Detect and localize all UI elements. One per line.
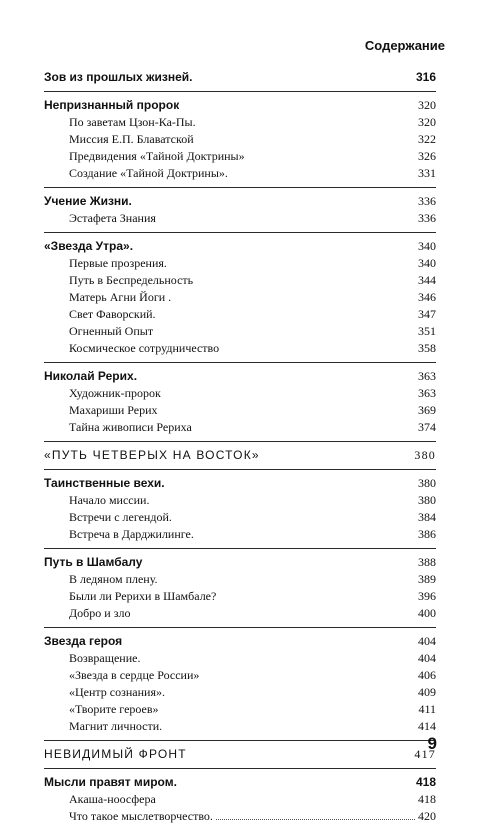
toc-entry[interactable] bbox=[44, 289, 436, 306]
toc-entry[interactable] bbox=[44, 808, 436, 825]
toc-entry-title: Миссия Е.П. Блаватской bbox=[69, 132, 194, 146]
toc-entry[interactable] bbox=[44, 148, 436, 165]
toc-page-number: 340 bbox=[418, 256, 436, 270]
table-of-contents bbox=[44, 69, 436, 835]
toc-page-number: 386 bbox=[418, 527, 436, 541]
toc-section bbox=[44, 447, 436, 470]
toc-heading-title: «ПУТЬ ЧЕТВЕРЫХ НА ВОСТОК» bbox=[44, 448, 260, 462]
toc-heading-row[interactable] bbox=[44, 69, 436, 86]
toc-heading-title: Мысли правят миром. bbox=[44, 775, 177, 789]
toc-section bbox=[44, 774, 436, 830]
toc-section bbox=[44, 475, 436, 549]
page-header: Содержание bbox=[364, 38, 445, 53]
toc-entry-title: Создание «Тайной Доктрины». bbox=[69, 166, 228, 180]
toc-entry[interactable] bbox=[44, 323, 436, 340]
toc-entry[interactable] bbox=[44, 718, 436, 735]
toc-entry[interactable] bbox=[44, 272, 436, 289]
toc-page-number: 380 bbox=[418, 493, 436, 507]
toc-entry[interactable] bbox=[44, 701, 436, 718]
toc-entry[interactable] bbox=[44, 402, 436, 419]
toc-page-number: 320 bbox=[418, 98, 436, 112]
toc-page-number: 406 bbox=[418, 668, 436, 682]
toc-page-number: 400 bbox=[418, 606, 436, 620]
toc-page-number: 363 bbox=[418, 386, 436, 400]
toc-entry-title: Добро и зло bbox=[69, 606, 131, 620]
toc-entry-title: Огненный Опыт bbox=[69, 324, 154, 338]
page-number: 9 bbox=[427, 734, 437, 753]
toc-entry-title: Возвращение. bbox=[69, 651, 141, 665]
toc-page-number: 380 bbox=[418, 476, 436, 490]
toc-entry-title: По заветам Цзон-Ка-Пы. bbox=[69, 115, 196, 129]
toc-heading-row[interactable] bbox=[44, 475, 436, 492]
toc-page-number: 420 bbox=[418, 809, 436, 823]
toc-entry-title: Были ли Рерихи в Шамбале? bbox=[69, 589, 217, 603]
toc-page-number: 389 bbox=[418, 572, 436, 586]
toc-entry[interactable] bbox=[44, 667, 436, 684]
toc-entry-title: Космическое сотрудничество bbox=[69, 341, 220, 355]
toc-entry[interactable] bbox=[44, 509, 436, 526]
toc-page-number: 320 bbox=[418, 115, 436, 129]
toc-entry[interactable] bbox=[44, 255, 436, 272]
toc-heading-title: Путь в Шамбалу bbox=[44, 555, 143, 569]
toc-page-number: 388 bbox=[418, 555, 436, 569]
toc-entry-title: Свет Фаворский. bbox=[69, 307, 156, 321]
toc-entry[interactable] bbox=[44, 684, 436, 701]
toc-heading-title: Учение Жизни. bbox=[44, 194, 132, 208]
toc-page-number: 358 bbox=[418, 341, 436, 355]
toc-page-number: 351 bbox=[418, 324, 436, 338]
toc-entry-title: Эстафета Знания bbox=[69, 211, 156, 225]
toc-entry-title: «Центр сознания». bbox=[69, 685, 165, 699]
toc-entry-title: Что такое мыслетворчество. bbox=[69, 809, 213, 823]
toc-entry-title: В ледяном плену. bbox=[69, 572, 158, 586]
toc-page-number: 322 bbox=[418, 132, 436, 146]
toc-entry[interactable] bbox=[44, 340, 436, 357]
toc-page-number: 414 bbox=[418, 719, 436, 733]
toc-page-number: 380 bbox=[414, 448, 436, 462]
toc-page-number: 331 bbox=[418, 166, 436, 180]
toc-heading-row[interactable] bbox=[44, 193, 436, 210]
dot-leader bbox=[216, 819, 415, 820]
toc-page-number: 336 bbox=[418, 211, 436, 225]
toc-entry-title: Магнит личности. bbox=[69, 719, 163, 733]
toc-section bbox=[44, 368, 436, 442]
toc-section bbox=[44, 69, 436, 92]
toc-heading-row[interactable] bbox=[44, 774, 436, 791]
toc-page-number: 384 bbox=[418, 510, 436, 524]
toc-entry-title: Начало миссии. bbox=[69, 493, 150, 507]
toc-entry-title: Художник-пророк bbox=[69, 386, 161, 400]
toc-heading-title: Зов из прошлых жизней. bbox=[44, 70, 193, 84]
toc-page-number: 404 bbox=[418, 634, 436, 648]
toc-entry-title: Предвидения «Тайной Доктрины» bbox=[69, 149, 245, 163]
toc-entry-title: Первые прозрения. bbox=[69, 256, 167, 270]
toc-heading-row[interactable] bbox=[44, 97, 436, 114]
toc-entry-title: Акаша-ноосфера bbox=[69, 792, 156, 806]
toc-entry[interactable] bbox=[44, 605, 436, 622]
toc-page-number: 396 bbox=[418, 589, 436, 603]
toc-heading-title: Непризнанный пророк bbox=[44, 98, 180, 112]
toc-entry-title: Матерь Агни Йоги . bbox=[69, 290, 172, 304]
toc-heading-title: Николай Рерих. bbox=[44, 369, 138, 383]
toc-entry[interactable] bbox=[44, 492, 436, 509]
toc-page-number: 344 bbox=[418, 273, 436, 287]
toc-page-number: 369 bbox=[418, 403, 436, 417]
toc-heading-row[interactable] bbox=[44, 447, 436, 464]
toc-page-number: 404 bbox=[418, 651, 436, 665]
toc-entry-title: «Звезда в сердце России» bbox=[69, 668, 200, 682]
toc-heading-row[interactable] bbox=[44, 368, 436, 385]
toc-entry-title: Махариши Рерих bbox=[69, 403, 158, 417]
toc-section bbox=[44, 746, 436, 769]
toc-entry[interactable] bbox=[44, 165, 436, 182]
toc-entry[interactable] bbox=[44, 306, 436, 323]
toc-entry[interactable] bbox=[44, 419, 436, 436]
toc-heading-title: Звезда героя bbox=[44, 634, 123, 648]
toc-page-number: 346 bbox=[418, 290, 436, 304]
toc-page-number: 363 bbox=[418, 369, 436, 383]
toc-heading-row[interactable] bbox=[44, 238, 436, 255]
toc-heading-title: «Звезда Утра». bbox=[44, 239, 134, 253]
toc-section bbox=[44, 193, 436, 233]
toc-page-number: 316 bbox=[415, 70, 436, 84]
toc-page-number: 347 bbox=[418, 307, 436, 321]
toc-entry[interactable] bbox=[44, 588, 436, 605]
toc-heading-row[interactable] bbox=[44, 554, 436, 571]
toc-page-number: 411 bbox=[418, 702, 436, 716]
toc-entry[interactable] bbox=[44, 210, 436, 227]
toc-page-number: 374 bbox=[418, 420, 436, 434]
toc-page-number: 340 bbox=[418, 239, 436, 253]
toc-heading-title: НЕВИДИМЫЙ ФРОНТ bbox=[44, 747, 187, 761]
toc-section bbox=[44, 97, 436, 188]
toc-entry[interactable] bbox=[44, 571, 436, 588]
toc-section bbox=[44, 554, 436, 628]
toc-entry-title: Тайна живописи Рериха bbox=[69, 420, 192, 434]
toc-entry[interactable] bbox=[44, 526, 436, 543]
toc-section bbox=[44, 238, 436, 363]
toc-page-number: 326 bbox=[418, 149, 436, 163]
toc-entry[interactable] bbox=[44, 650, 436, 667]
toc-page-number: 418 bbox=[415, 775, 436, 789]
toc-entry-title: Встречи с легендой. bbox=[69, 510, 172, 524]
toc-section bbox=[44, 633, 436, 741]
toc-page-number: 409 bbox=[418, 685, 436, 699]
toc-page-number: 336 bbox=[418, 194, 436, 208]
toc-page-number: 417 bbox=[414, 747, 436, 761]
toc-heading-title: Таинственные вехи. bbox=[44, 476, 165, 490]
toc-entry-title: Встреча в Дарджилинге. bbox=[69, 527, 194, 541]
toc-entry[interactable] bbox=[44, 385, 436, 402]
toc-page-number: 418 bbox=[418, 792, 436, 806]
toc-entry-title: «Творите героев» bbox=[69, 702, 159, 716]
toc-entry-title: Путь в Беспредельность bbox=[69, 273, 194, 287]
toc-entry[interactable] bbox=[44, 114, 436, 131]
toc-entry[interactable] bbox=[44, 131, 436, 148]
toc-heading-row[interactable] bbox=[44, 746, 436, 763]
toc-heading-row[interactable] bbox=[44, 633, 436, 650]
